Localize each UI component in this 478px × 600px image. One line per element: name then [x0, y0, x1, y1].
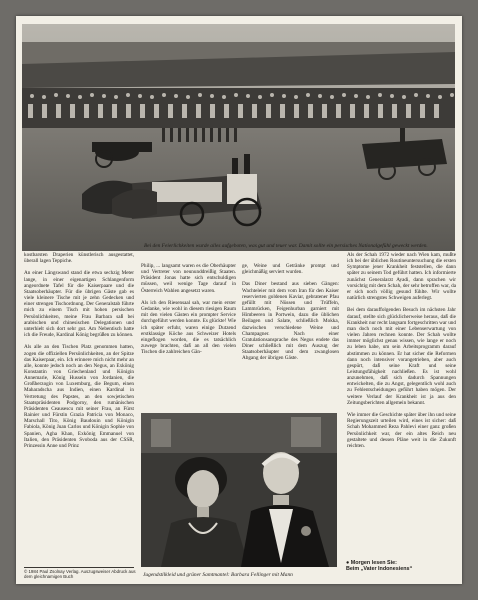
- parade-photo-graphic: [22, 24, 455, 251]
- top-photo-caption: Bei den Feierlichkeiten wurde alles aufgeboten, was gut und teuer war. Damit sollte ein persisches Nationalgefühl geweckt werden.: [144, 243, 428, 249]
- article-column-2: Philip, ... langsamt waren es die Oberhäupter und Vertreter von neununddreißig Staaten. Präsident Jonas hatte sich entschuldigen müssen, weil wenige Tage darauf in Österreich Wahlen angesetzt waren. Als ich den Riesensaal sah, war mein erster Gedanke, wie wohl in diesem riesigen Raum mit den vielen Gästen ein prompter Service durchgeführt werden konnte. Es glückte! Wie ich später erfuhr, waren einige Dutzend erstklassige Köche aus Schweizer Hotels eingeflogen worden, die es tatsächlich zuwege brachten, daß an all den vielen Tischen die zahlreichen Gän-: [141, 263, 236, 356]
- newspaper-clipping: [16, 16, 462, 584]
- portrait-photo: [141, 413, 337, 567]
- article-column-4: Als der Schah 1972 wieder nach Wien kam, mußte ich bei der üblichen Routineuntersuchung die ersten Symptome jener Krankheit feststellen, die dann später zu seinem Tod geführt hatten. Ich informierte zunächst Generalarzt Ayadi, dann sprachen wir vorsichtig mit dem Schah, der sehr betroffen war, da er sich noch völlig gesund fühlte. Wir wollte natürlich strengstes Schweigen auferlegt. Bei dem darauffolgenden Besuch im nächsten Jahr darauf, stellte sich glücklicherweise heraus, daß die Krankheit nur recht langsam fortgeschritten war und man doch noch mit einer Lebenserwartung von vielen Jahren rechnen konnte. Der Schah wollte immer möglichst genau wissen, wie lange er noch zu leben habe, um sein Arbeitsprogramm darauf abstimmen zu können. Er hat sicher die Reformen dann noch intensiver vorangetrieben, aber auch gespürt, daß seine Kraft und seine Leistungsfähigkeit nachließen. Es ist wohl anzunehmen, daß sich dadurch Spannungen entwickelten, die zu Angst, gelegentlich wohl auch zu Fehlentscheidungen geführt haben mögen. Der weitere Verlauf der Krankheit ist ja aus den Zeitungsberichten allgemein bekannt. Wie immer die Geschichte später über ihn und seine Regierungszeit urteilen wird, eines ist sicher: daß Schah Mohammed Reza Pahlevi einer ganz großen Persönlichkeit war, der ein altes Reich neu gestaltete und dessen Pläne weit in die Zukunft reichten.: [347, 252, 456, 449]
- copyright-note: © 1984 Paul Zsolnay Verlag. Auszugsweiser Abdruck aus dem gleichnamigen Buch: [24, 569, 136, 580]
- preview-box: [346, 560, 412, 573]
- preview-title: Beim „Vater Indonesiens“: [346, 566, 413, 573]
- preview-label: ● Morgen lesen Sie:: [346, 560, 397, 566]
- banquet-parade-photo: [22, 24, 455, 251]
- footer-divider: [24, 567, 134, 568]
- portrait-photo-graphic: [141, 413, 337, 567]
- article-column-1: kostbarsten Draperien künstlerisch ausgestattet, überall lagen Teppiche. An einer Längswand stand die etwa sechzig Meter lange, in einer eigenartigen Schlangenform angeordnete Tafel für die Kaiserpaare und die Staatsoberhäupter. Für die übrigen Gäste gab es viele kleinere Tische mit je zehn Gedecken und einer strengen Tischordnung. Der Generalstab führte mich zu einem Tisch mit hohen persischen Persönlichkeiten, meine Frau Barbara saß bei arabischen und chinesischen Delegationen und unterhielt sich dort sehr gut. Am Nebentisch hatte ich die Freude, Kardinal König begrüßen zu können. Als alle an den Tischen Platz genommen hatten, zogen die offiziellen Persönlichkeiten, an der Spitze das Kaiserpaar, ein. Ich erinnere mich nicht mehr an alle, konnte jedoch noch an den Negus, an Exkönig Konstantin von Griechenland und Königin Annemarie, König Hussein von Jordanien, die Großherzogin von Luxemburg, die Begum, einen Maharadscha aus Indien, einen Kardinal in Vertretung des Papstes, an den sowjetischen Staatspräsidenten Podgorny, den rumänischen Präsidenten Ceausescu mit seiner Frau, an Fürst Rainier und Fürstin Grazia Patricia von Monaco, Marschall Tito, König Baudouin und Königin Fabiola, König Juan Carlos und Königin Sophie von Spanien, Agha Khan, Exkönig Emmanuel von Italien, den Präsidenten Svoboda aus der CSSR, Prinzessin Anne und Prinz: [24, 252, 134, 449]
- article-column-3: ge, Weine und Getränke prompt und gleichmäßig serviert wurden. Das Diner bestand aus sieben Gängen: Wachteleier mit dem vom Iran für den Kaiser reservierten goldenen Kaviar, gebratener Pfau gefüllt mit Nüssen und Trüffeln, Lammrücken, Feigenhurban garniert mit Himbeeren in Portwein, dazu die üblichen Beilagen und Salate, schließlich Mokka, dazwischen verschiedene Weine und Champagner. Nach einer Gratulationsansprache des Negus endete das Diner schließlich mit dem Auszug der Staatsoberhäupter und dem zwanglosen Abgang der übrigen Gäste.: [242, 263, 339, 362]
- bottom-photo-caption: Jugendstilkleid und grüner Samtmantel: Barbara Fellinger mit Mann: [143, 572, 293, 578]
